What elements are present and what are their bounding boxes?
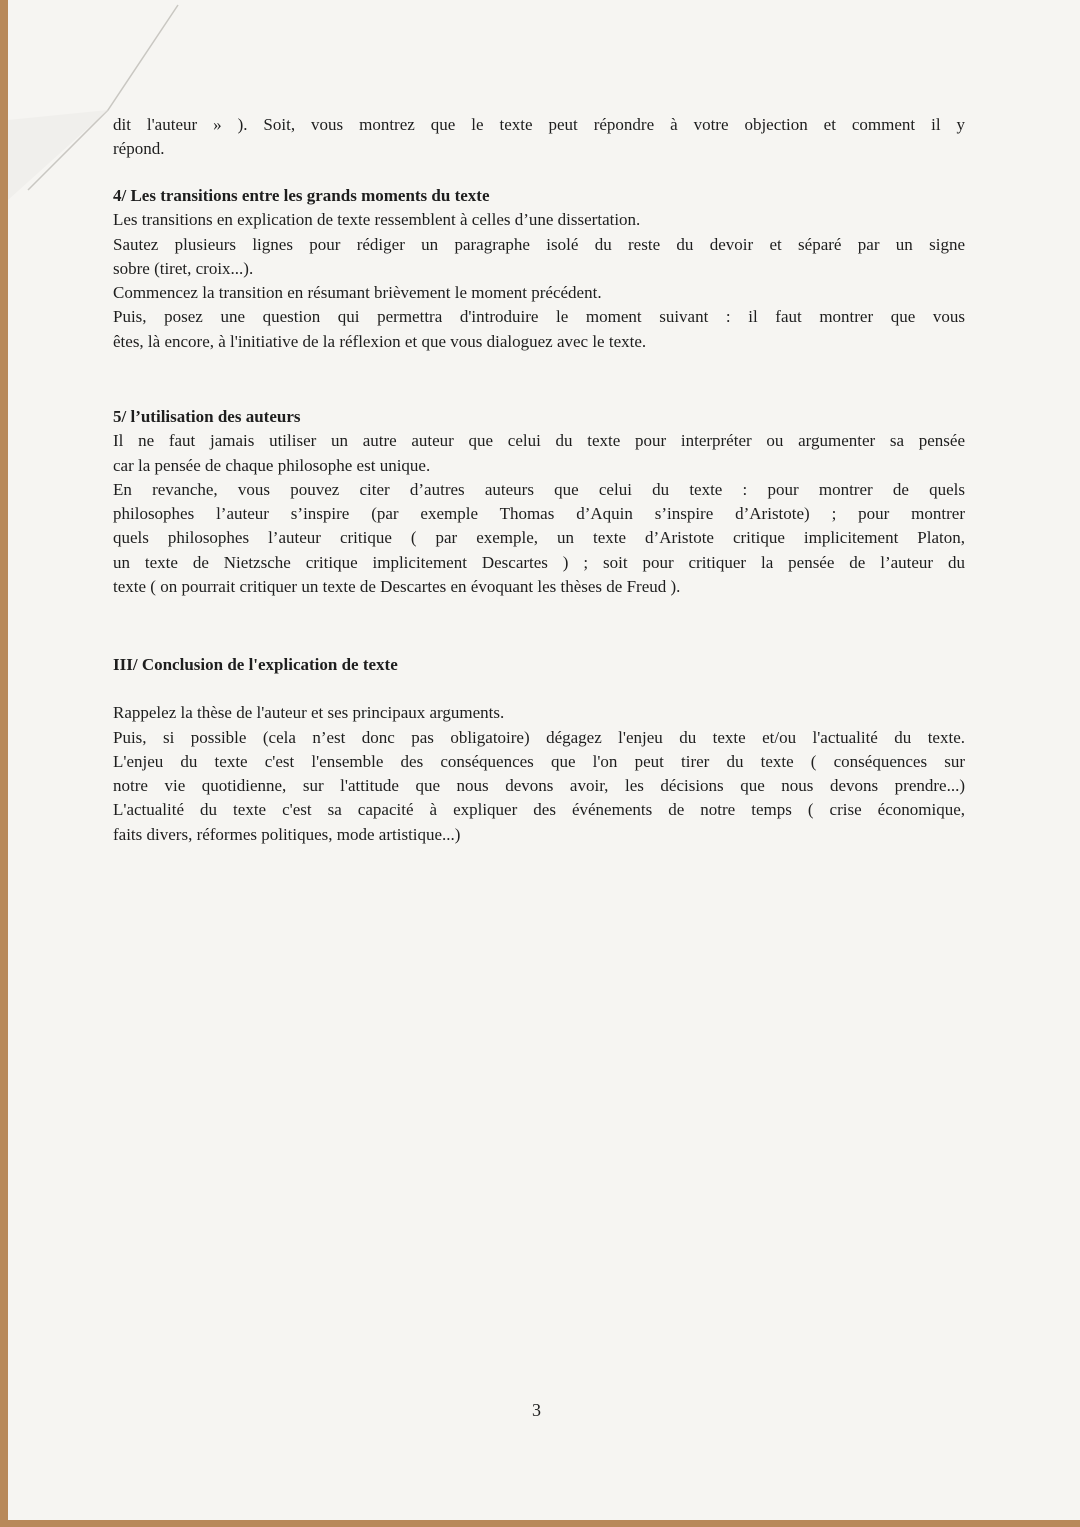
conclusion-heading: III/ Conclusion de l'explication de texte	[113, 655, 398, 674]
section-4-body	[113, 208, 965, 354]
section-conclusion	[113, 653, 965, 847]
text-line: texte ( on pourrait critiquer un texte de Descartes en évoquant les thèses de Freud ).	[113, 577, 681, 597]
intro-paragraph	[113, 113, 965, 162]
section-4-heading: 4/ Les transitions entre les grands moments du texte	[113, 186, 490, 205]
text-line: car la pensée de chaque philosophe est unique.	[113, 455, 431, 475]
text-line: êtes, là encore, à l'initiative de la réflexion et que vous dialoguez avec le texte.	[113, 331, 647, 351]
page-fold-mark	[8, 0, 188, 200]
text-line: Commencez la transition en résumant brièvement le moment précédent.	[113, 283, 602, 303]
text-line: philosophes l’auteur s’inspire (par exemple Thomas d’Aquin s’inspire d’Aristote) ; pour montrer	[113, 504, 965, 524]
section-5	[113, 405, 965, 599]
text-line: En revanche, vous pouvez citer d’autres auteurs que celui du texte : pour montrer de quels	[113, 479, 965, 499]
text-line: Puis, si possible (cela n’est donc pas obligatoire) dégagez l'enjeu du texte et/ou l'actualité du texte.	[113, 727, 965, 747]
text-line: sobre (tiret, croix...).	[113, 258, 254, 278]
section-5-heading: 5/ l’utilisation des auteurs	[113, 407, 301, 426]
text-line: Sautez plusieurs lignes pour rédiger un paragraphe isolé du reste du devoir et séparé par un signe	[113, 234, 965, 254]
text-line: quels philosophes l’auteur critique ( par exemple, un texte d’Aristote critique implicitement Platon,	[113, 528, 965, 548]
text-line: Les transitions en explication de texte ressemblent à celles d’une dissertation.	[113, 210, 641, 230]
conclusion-body	[113, 701, 965, 847]
text-line: répond.	[113, 139, 165, 159]
page-number: 3	[532, 1400, 541, 1420]
text-line: un texte de Nietzsche critique implicitement Descartes ) ; soit pour critiquer la pensée de l’auteur du	[113, 552, 965, 572]
text-line: Il ne faut jamais utiliser un autre auteur que celui du texte pour interpréter ou argumenter sa pensée	[113, 431, 965, 451]
text-line: L'enjeu du texte c'est l'ensemble des conséquences que l'on peut tirer du texte ( conséquences sur	[113, 751, 965, 771]
text-line: Rappelez la thèse de l'auteur et ses principaux arguments.	[113, 703, 505, 723]
section-4	[113, 184, 965, 354]
text-line: L'actualité du texte c'est sa capacité à expliquer des événements de notre temps ( crise économique,	[113, 800, 965, 820]
text-line: dit l'auteur » ). Soit, vous montrez que le texte peut répondre à votre objection et comment il y	[113, 115, 965, 134]
text-line: notre vie quotidienne, sur l'attitude que nous devons avoir, les décisions que nous devons prendre...)	[113, 776, 965, 796]
text-line: faits divers, réformes politiques, mode artistique...)	[113, 824, 461, 844]
text-line: Puis, posez une question qui permettra d'introduire le moment suivant : il faut montrer que vous	[113, 307, 965, 327]
section-5-body	[113, 429, 965, 599]
